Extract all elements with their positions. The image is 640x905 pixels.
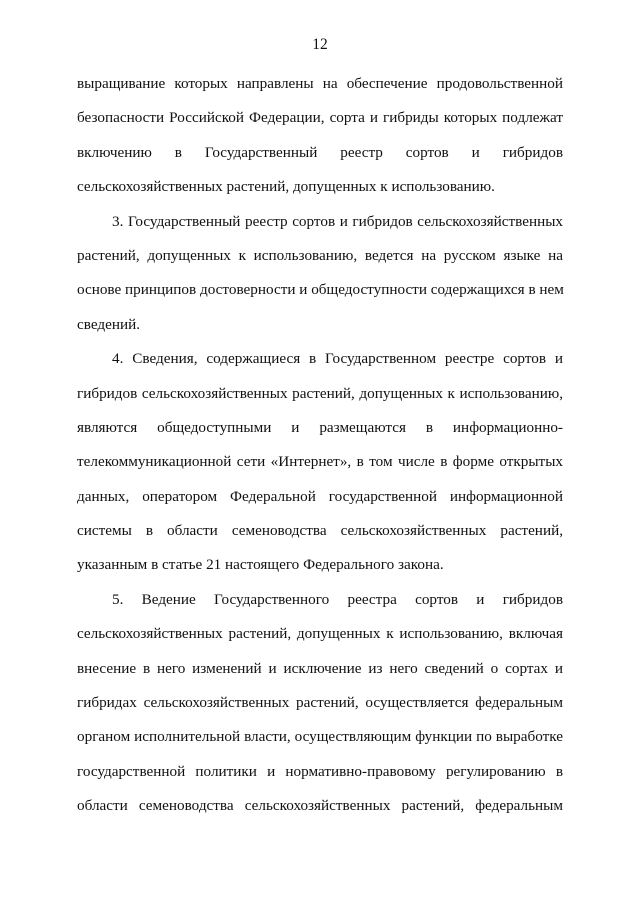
paragraph-item-5 [77,583,563,824]
document-body [77,67,563,824]
text-line: выращивание которых направлены на обеспечение продовольственной [77,75,563,92]
text-line: системы в области семеноводства сельскохозяйственных растений, [77,522,563,540]
paragraph-item-4 [77,342,563,583]
text-line: области семеноводства сельскохозяйственных растений, федеральным [77,797,563,815]
text-line: являются общедоступными и размещаются в информационно- [77,418,563,436]
text-line: 5. Ведение Государственного реестра сортов и гибридов [112,590,563,608]
text-line: растений, допущенных к использованию, ведется на русском языке на [77,246,563,264]
text-line: гибридах сельскохозяйственных растений, осуществляется федеральным [77,694,563,712]
text-line: органом исполнительной власти, осуществляющим функции по выработке [77,728,563,746]
paragraph-continuation [77,67,563,205]
text-line: сведений. [77,315,141,333]
text-line: телекоммуникационной сети «Интернет», в том числе в форме открытых [77,453,563,471]
text-line: сельскохозяйственных растений, допущенных к использованию, включая [77,625,563,643]
paragraph-item-3 [77,205,563,343]
text-line: 4. Сведения, содержащиеся в Государственном реестре сортов и [112,350,563,368]
text-line: включению в Государственный реестр сортов и гибридов [77,143,563,161]
text-line: указанным в статье 21 настоящего Федерального закона. [77,556,444,574]
text-line: 3. Государственный реестр сортов и гибридов сельскохозяйственных [112,212,563,230]
page-number: 12 [312,36,328,53]
text-line: государственной политики и нормативно-правовому регулированию в [77,762,563,780]
text-line: данных, оператором Федеральной государственной информационной [77,487,563,505]
text-line: гибридов сельскохозяйственных растений, допущенных к использованию, [77,384,563,402]
text-line: основе принципов достоверности и общедоступности содержащихся в нем [77,281,564,299]
text-line: сельскохозяйственных растений, допущенных к использованию. [77,178,495,196]
text-line: внесение в него изменений и исключение из него сведений о сортах и [77,659,563,677]
text-line: безопасности Российской Федерации, сорта и гибриды которых подлежат [77,109,563,127]
